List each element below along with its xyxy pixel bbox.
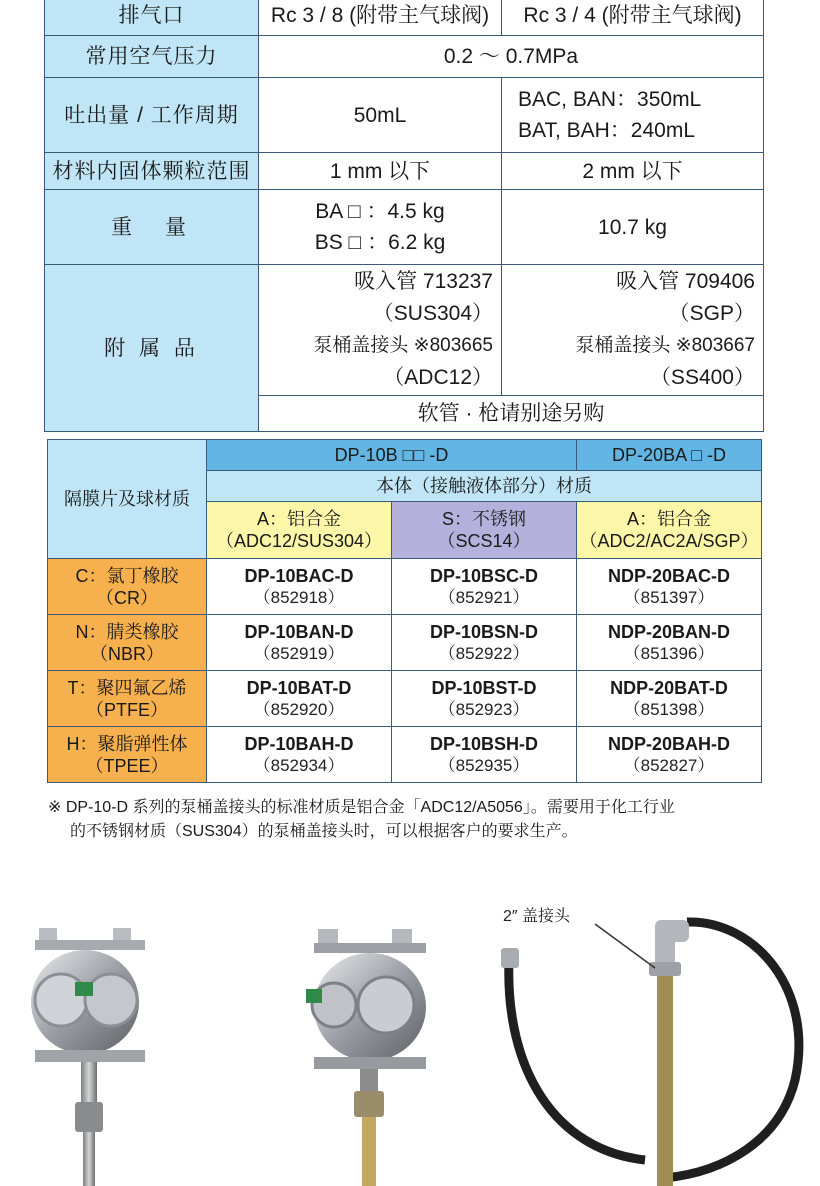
spec-line: 泵桶盖接头 ※803667 — [575, 335, 755, 356]
part-cell — [207, 615, 392, 671]
order-code: （851396） — [623, 643, 715, 663]
part-cell — [392, 615, 577, 671]
part-number: DP-10BAT-D — [246, 677, 352, 698]
material-code: （CR） — [96, 587, 158, 608]
spec-line: BS □ ：6.2 kg — [314, 231, 446, 254]
spec-label — [45, 190, 259, 265]
order-code: （852919） — [253, 643, 345, 663]
part-cell — [577, 615, 762, 671]
column-aluminum-20 — [577, 502, 762, 559]
spec-cell — [259, 265, 502, 396]
order-code: （852827） — [623, 755, 715, 775]
part-cell — [207, 559, 392, 615]
spec-line: （SGP） — [668, 302, 755, 325]
column-line: A：铝合金 — [256, 509, 341, 529]
part-cell — [392, 671, 577, 727]
spec-label: 常用空气压力 — [45, 36, 259, 78]
part-number: DP-10BAH-D — [244, 733, 354, 754]
table-row — [48, 615, 762, 671]
spec-line: （ADC12） — [383, 366, 493, 389]
material-table — [47, 439, 762, 783]
spec-cell — [502, 265, 764, 396]
part-number: DP-10BSC-D — [429, 565, 539, 586]
spec-cell: 2 mm 以下 — [502, 153, 764, 190]
pump-photo-dp10-with-pipe — [25, 920, 165, 1186]
spec-cell: Rc 3 / 8 (附带主气球阀) — [259, 0, 502, 36]
order-code: （851397） — [623, 587, 715, 607]
order-code: （852921） — [438, 587, 530, 607]
order-code: （852920） — [253, 699, 345, 719]
table-row — [48, 727, 762, 783]
diaphragm-material — [48, 559, 207, 615]
spec-cell: 软管 · 枪请别途另购 — [259, 396, 764, 432]
model-group-dp20: DP-20BA □ -D — [577, 440, 762, 471]
order-code: （852923） — [438, 699, 530, 719]
spec-line: （SUS304） — [372, 302, 493, 325]
spec-row-exhaust — [45, 0, 764, 36]
diaphragm-material — [48, 615, 207, 671]
spec-line: 吸入管 713237 — [354, 270, 493, 293]
pump-photo-dp10-stainless — [300, 925, 440, 1186]
part-cell — [392, 559, 577, 615]
body-material-header: 本体（接触液体部分）材质 — [207, 471, 762, 502]
part-cell — [207, 727, 392, 783]
spec-line: 吸入管 709406 — [616, 270, 755, 293]
spec-cell — [259, 190, 502, 265]
spec-cell: 1 mm 以下 — [259, 153, 502, 190]
order-code: （851398） — [623, 699, 715, 719]
order-code: （852934） — [253, 755, 345, 775]
diaphragm-material — [48, 671, 207, 727]
part-number: NDP-20BAN-D — [607, 621, 730, 642]
material-name: T：聚四氟乙烯 — [67, 677, 187, 698]
spec-row-accessories — [45, 265, 764, 396]
part-cell — [577, 727, 762, 783]
part-cell — [577, 559, 762, 615]
spec-label-text: 附 属 品 — [104, 336, 199, 360]
diaphragm-material — [48, 727, 207, 783]
hose-fitting-label: 2″ 盖接头 — [503, 908, 571, 925]
material-name: H：聚脂弹性体 — [66, 733, 188, 754]
order-code: （852918） — [253, 587, 345, 607]
spec-line: BA □ ：4.5 kg — [315, 200, 445, 223]
part-number: NDP-20BAH-D — [607, 733, 730, 754]
spec-label — [45, 265, 259, 432]
column-line: （ADC2/AC2A/SGP） — [579, 531, 759, 551]
spec-table — [44, 0, 764, 432]
material-corner: 隔膜片及球材质 — [48, 440, 207, 559]
spec-row-output — [45, 78, 764, 153]
hose-and-suction-pipe-photo — [495, 910, 815, 1186]
spec-line: BAT, BAH：240mL — [518, 119, 696, 142]
part-number: DP-10BAC-D — [244, 565, 354, 586]
spec-label: 吐出量 / 工作周期 — [45, 78, 259, 153]
material-name: C：氯丁橡胶 — [75, 565, 179, 586]
spec-cell: Rc 3 / 4 (附带主气球阀) — [502, 0, 764, 36]
spec-cell — [502, 78, 764, 153]
spec-row-pressure — [45, 36, 764, 78]
column-line: S：不锈钢 — [441, 509, 526, 529]
spec-cell: 10.7 kg — [502, 190, 764, 265]
column-aluminum — [207, 502, 392, 559]
order-code: （852922） — [438, 643, 530, 663]
material-code: （TPEE） — [85, 755, 169, 776]
spec-label-text: 重 量 — [111, 215, 192, 239]
spec-line: BAC, BAN：350mL — [518, 88, 702, 111]
table-row — [48, 559, 762, 615]
part-number: DP-10BAN-D — [244, 621, 354, 642]
column-stainless — [392, 502, 577, 559]
part-number: NDP-20BAC-D — [607, 565, 730, 586]
spec-cell: 0.2 ～ 0.7MPa — [259, 36, 764, 78]
spec-row-weight — [45, 190, 764, 265]
spec-cell: 50mL — [259, 78, 502, 153]
part-number: DP-10BST-D — [431, 677, 537, 698]
material-code: （NBR） — [89, 643, 164, 664]
column-line: （SCS14） — [437, 531, 531, 551]
material-name: N：腈类橡胶 — [75, 621, 179, 642]
spec-row-particle — [45, 153, 764, 190]
footnote-line: ※ DP-10-D 系列的泵桶盖接头的标准材质是铝合金「ADC12/A5056」。需要用于化工行业 — [48, 799, 675, 816]
spec-label: 排气口 — [45, 0, 259, 36]
model-group-dp10: DP-10B □□ -D — [207, 440, 577, 471]
material-header-row — [48, 440, 762, 471]
spec-line: 泵桶盖接头 ※803665 — [313, 335, 493, 356]
footnote — [48, 796, 788, 844]
part-cell — [392, 727, 577, 783]
part-number: DP-10BSH-D — [429, 733, 539, 754]
part-number: DP-10BSN-D — [429, 621, 539, 642]
material-code: （PTFE） — [85, 699, 168, 720]
spec-line: （SS400） — [649, 366, 755, 389]
spec-label: 材料内固体颗粒范围 — [45, 153, 259, 190]
part-cell — [207, 671, 392, 727]
order-code: （852935） — [438, 755, 530, 775]
column-line: A：铝合金 — [626, 509, 711, 529]
table-row — [48, 671, 762, 727]
column-line: （ADC12/SUS304） — [215, 531, 383, 551]
footnote-line: 的不锈钢材质（SUS304）的泵桶盖接头时，可以根据客户的要求生产。 — [70, 823, 578, 840]
part-number: NDP-20BAT-D — [610, 677, 728, 698]
part-cell — [577, 671, 762, 727]
